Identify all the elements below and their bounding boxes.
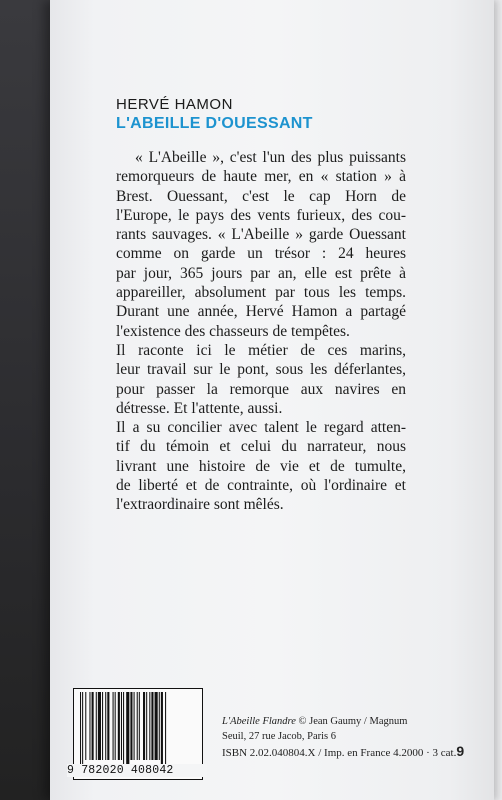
author-name: HERVÉ HAMON — [116, 96, 233, 113]
blurb-line: l'Europe, le pays des vents furieux, des cou- — [116, 206, 406, 224]
blurb-line: Il a su concilier avec talent le regard atten- — [116, 419, 406, 437]
isbn-barcode — [67, 688, 207, 792]
credits-block — [222, 714, 482, 761]
blurb-line: Brest. Ouessant, c'est le cap Horn de — [116, 187, 406, 205]
blurb-line: comme on garde un trésor : 24 heures — [116, 245, 406, 263]
book-title: L'ABEILLE D'OUESSANT — [116, 115, 313, 132]
publisher-address: Seuil, 27 rue Jacob, Paris 6 — [222, 731, 337, 742]
blurb-line: Il raconte ici le métier de ces marins, — [116, 341, 406, 359]
photo-title: L'Abeille Flandre — [222, 716, 296, 727]
blurb-line: livrant une histoire de vie et de tumulte, — [116, 457, 406, 475]
blurb-line: Durant une année, Hervé Hamon a partagé — [116, 303, 406, 321]
catalog-number: 9 — [456, 743, 465, 759]
barcode-bars — [78, 692, 198, 766]
blurb-text — [116, 148, 406, 515]
blurb-line: leur travail sur le pont, sous les déferlantes, — [116, 361, 406, 379]
blurb-line: l'existence des chasseurs de tempêtes. — [116, 322, 350, 340]
blurb-line: pour passer la remorque aux navires en — [116, 380, 406, 398]
barcode-number: 9 782020 408042 — [67, 764, 207, 777]
photo-credit: © Jean Gaumy / Magnum — [298, 716, 408, 727]
blurb-line: par jour, 365 jours par an, elle est prête à — [116, 264, 406, 282]
blurb-line: rants sauvages. « L'Abeille » garde Ouessant — [116, 226, 406, 244]
blurb-line: l'extraordinaire sont mêlés. — [116, 496, 284, 514]
blurb-line: détresse. Et l'attente, aussi. — [116, 399, 283, 417]
blurb-line: tif du témoin et celui du narrateur, nous — [116, 438, 406, 456]
blurb-line: appareiller, absolument par tous les temps. — [116, 284, 406, 302]
blurb-line: remorqueurs de haute mer, en « station » à — [116, 168, 406, 186]
isbn-line: ISBN 2.02.040804.X / Imp. en France 4.2000 · 3 cat. — [222, 747, 457, 759]
blurb-line: « L'Abeille », c'est l'un des plus puissants — [135, 149, 406, 166]
blurb-line: de liberté et de contrainte, où l'ordinaire et — [116, 477, 406, 495]
